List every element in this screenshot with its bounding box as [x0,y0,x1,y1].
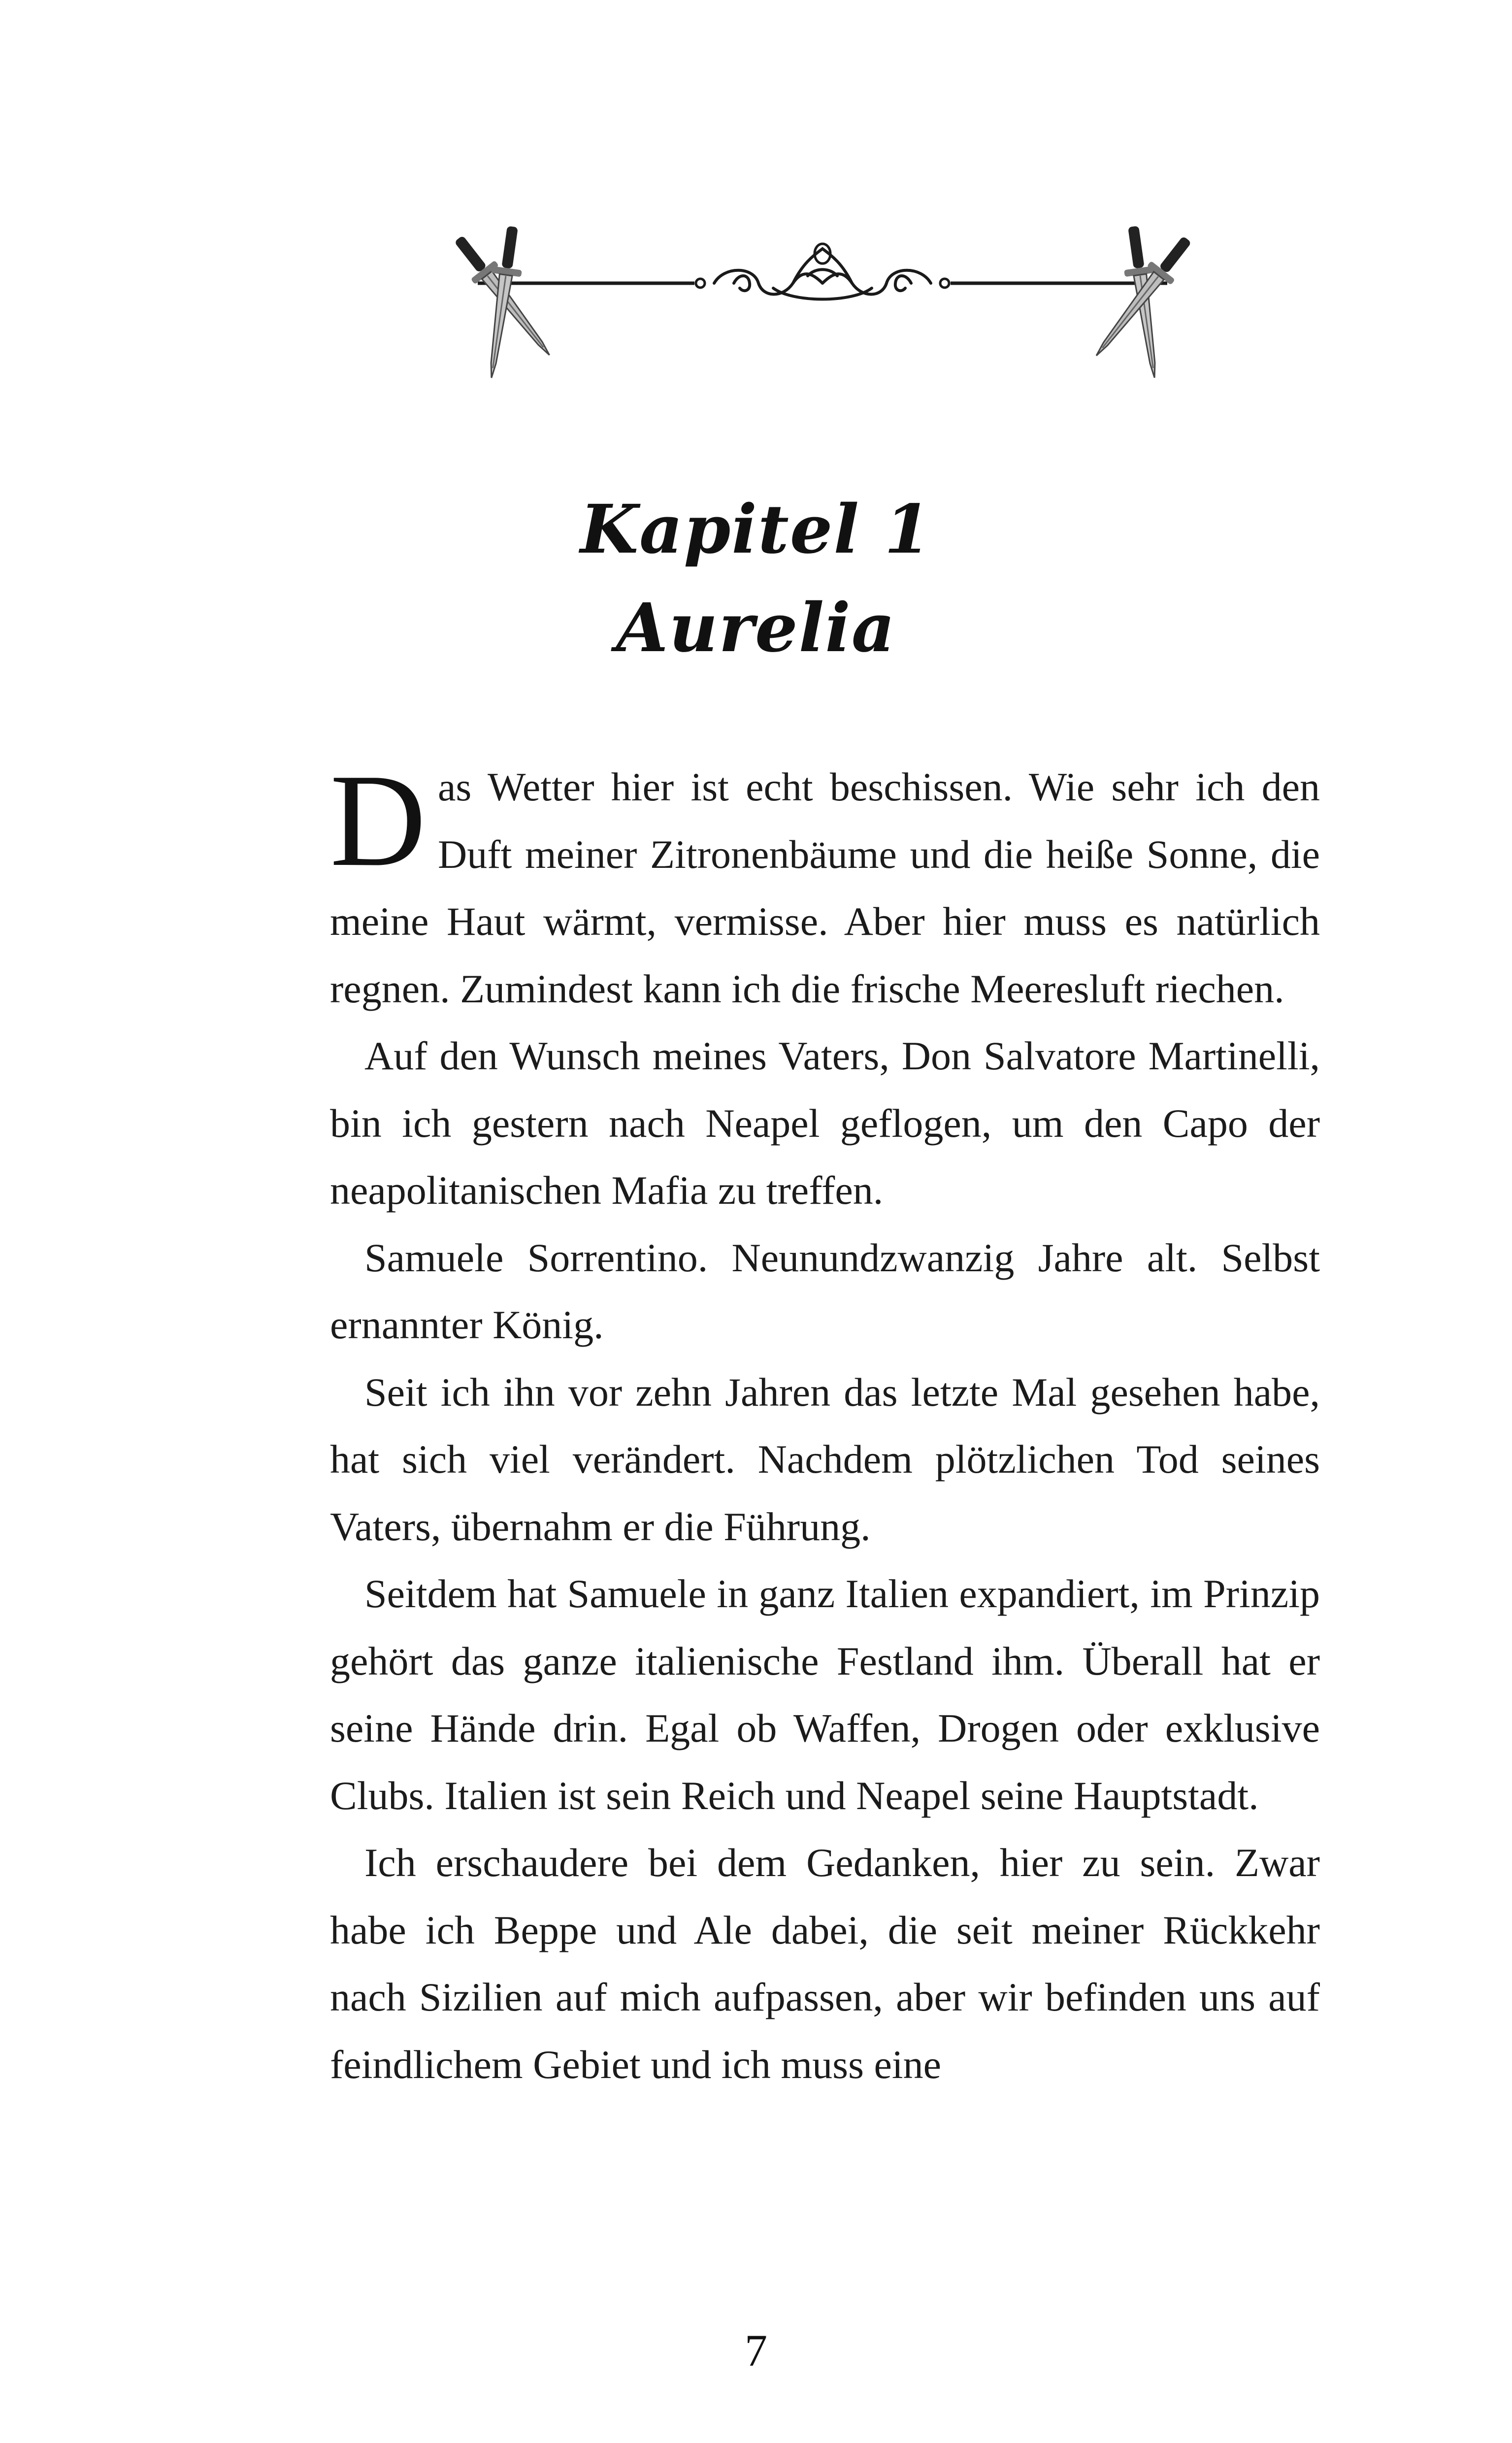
paragraph-3: Samuele Sorrentino. Neunundzwanzig Jahre alt. Selbst ernannter König. [330,1235,1320,1347]
chapter-title: Kapitel 1 [580,490,932,569]
paragraph-5: Seitdem hat Samuele in ganz Italien expandiert, im Prinzip gehört das ganze italienische Festland ihm. Überall hat er seine Hände drin. Egal ob Waffen, Drogen oder exklusive Clubs. Italien ist sein Reich und Neapel seine Hauptstadt. [330,1571,1320,1818]
paragraph-1-text: as Wetter hier ist echt beschissen. Wie sehr ich den Duft meiner Zitronenbäume und die heiße Sonne, die meine Haut wärmt, vermisse. Aber hier muss es natürlich regnen. Zumindest kann ich die frische Meeresluft riechen. [330,764,1320,1011]
crossed-daggers-icon [419,209,1226,392]
paragraph-2: Auf den Wunsch meines Vaters, Don Salvatore Martinelli, bin ich gestern nach Neapel geflogen, um den Capo der neapolitanischen Mafia zu treffen. [330,1033,1320,1213]
paragraph-6: Ich erschaudere bei dem Gedanken, hier zu sein. Zwar habe ich Beppe und Ale dabei, die seit meiner Rückkehr nach Sizilien auf mich aufpassen, aber wir befinden uns auf feindlichem Gebiet und ich muss eine [330,1840,1320,2087]
dagger-ornament-divider [419,209,1226,392]
chapter-name: Aurelia [616,589,896,667]
drop-cap: D [330,747,426,894]
paragraph-4: Seit ich ihn vor zehn Jahren das letzte Mal gesehen habe, hat sich viel verändert. Nachdem plötzlichen Tod seines Vaters, übernahm er die Führung. [330,1369,1320,1549]
paragraph-1 [330,747,1320,1023]
chapter-heading [0,480,1512,677]
page-number: 7 [745,2325,767,2376]
chapter-body [330,747,1320,2098]
